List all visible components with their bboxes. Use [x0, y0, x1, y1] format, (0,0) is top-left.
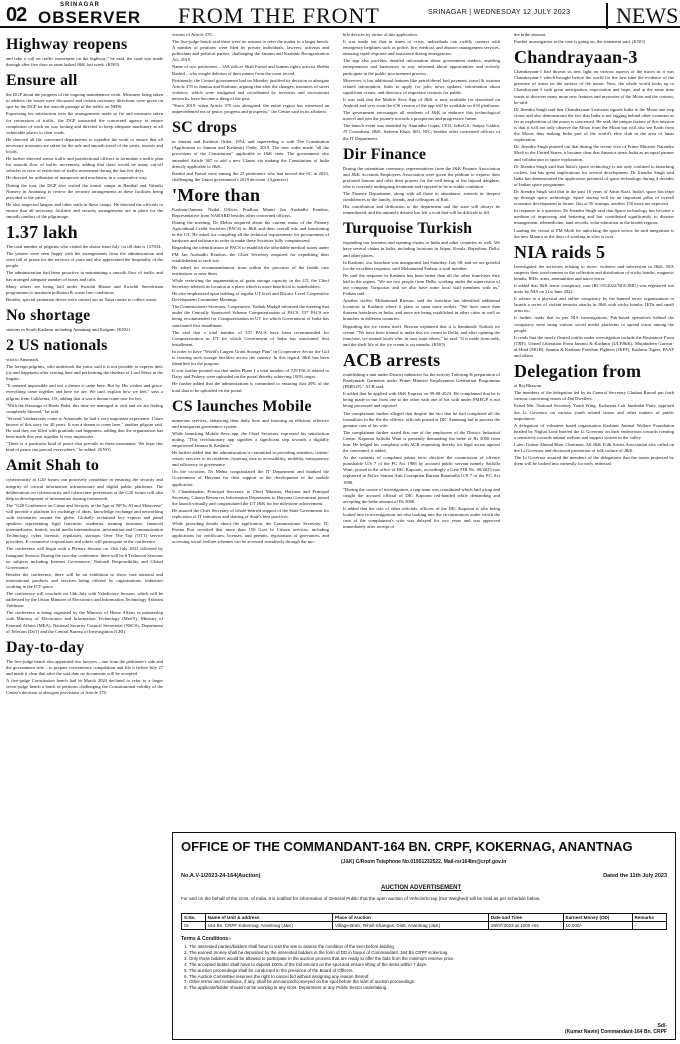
article-text: Investigated the activities relating to terror, violence and subversion in J&K, NIA suspects their involvement in the collection and distribution of sticky bombs, magnetic bombs, IEDs, arms, ammunition and narco-terror.: [514, 263, 674, 281]
article-text: A five-judge Constitution bench had in March 2020 declined to refer to a larger seven-judge bench a batch of petitions challenging the Constitutional validity of the Centre's decision to abrogate provisions of Article 370.: [6, 678, 163, 696]
article-text: In order to have "World's Largest Grain Storage Plan" in Cooperative Sector the GoI is creating such storage facilities across the country. In this regard, J&K has been identified for the purpose.: [172, 348, 329, 367]
logo-city: SRINAGAR: [60, 2, 101, 8]
term-item: 6. The Auction Committee reserves the right to cancel bid without assigning any reason thereof.: [189, 974, 675, 980]
ad-reference-number: No.A.V-1/2023-24-164(Auction): [181, 873, 261, 879]
table-cell: 10,000/-: [563, 922, 632, 930]
headline: 'More than: [172, 184, 261, 205]
terms-heading: Terms & Conditions:-: [181, 936, 232, 942]
auction-table: [181, 913, 667, 930]
term-item: 5. The auction proceedings shall be conducted in the presence of the Board of Officers.: [189, 968, 675, 974]
term-item: 1. The interested parties/bidders shall have to visit the site to assess the condition of the item before bidding.: [189, 944, 675, 950]
article-text: "Since 2019, when Article 370 was abrogated, the entire region has witnessed an unprecedented era of peace, progress and prosperity," the Centre said in its affidavit.: [172, 103, 329, 115]
article-text: He further directed senior traffic and jurisdictional officers to formulate a traffic plan for smooth flow of traffic movement, adding that there would be many cut-off vehicles in view of restriction of traffic movement during the last few days.: [6, 156, 163, 174]
article-text: The conference is being organised by the Ministry of Home Affairs in partnership with Ministry of Electronics and Information Technology (MeitY), Ministry of External Affairs (MEA), National Security Council Secretariat (NSCS), Department of Telecom (DoT) and the Central Bureau of Investigation (CBI).: [6, 610, 163, 634]
article-text: While launching Mobile Seva app, the Chief Secretary expressed his satisfaction noting, "This revolutionary app signifies a significant step towards a digitally empowered Jammu & Kashmir.": [172, 430, 329, 448]
section-title: FROM THE FRONT: [178, 3, 380, 28]
article-text: He further added that the administration is committed to ensuring that 20% of the total data to be uploaded on the portal.: [172, 381, 329, 393]
article-text: The Finance Department, along with all those in attendance, extends its deepest condolences to the family, friends, and colleagues of Rafi.: [343, 190, 500, 203]
headline: Dir Finance: [343, 145, 427, 163]
table-cell: 19/07/2023 at 1000 Hrs: [488, 922, 563, 930]
table-header-cell: Name of Unit & address: [205, 914, 332, 922]
headline: Chandrayaan-3: [514, 47, 638, 68]
column-3: [343, 32, 500, 826]
article-text: He directed all the concerned departments to expedite the work to ensure that all necessary measures are taken for the safe and smooth travel of the yatris, tourists and locals.: [6, 136, 163, 155]
dateline: SRINAGAR | WEDNESDAY 12 JULY 2023: [428, 9, 571, 16]
table-header-cell: Earnest Money (OD): [563, 914, 632, 922]
article-text: and take a call on traffic movement on the highway," he said, the road was made through after five days as rains lashed J&K last week. (KNO): [6, 56, 163, 68]
article-text: A delegation of volunteer based organisation Kashmir Animal Welfare Foundation headed by Nighat Lone briefed the Lt Governor on their endeavours towards creating a sensitivity towards animal welfare and support system in the valley.: [514, 422, 674, 440]
article-text: It reads that the newly floated outfits under investigation include the Resistance Front (TRF), United Liberation Front Jammu & Kashmir (ULFJ&K), Mujahideen Gazwat-ul-Hind (MGH), Jammu & Kashmir Freedom Fighters (JKFF), Kashmir Tigers, PAAF and others.: [514, 334, 674, 359]
terms-list: [181, 944, 675, 991]
article-text: stations in South Kashmir including Anantnag and Kulgam. (KNO): [6, 326, 130, 332]
table-cell: Village-Brah, Tehsil-Shangus, Distt. Anantnag (J&K): [333, 922, 489, 930]
headline: 1.37 lakh: [6, 222, 78, 243]
article-text: "With the blessings of Bhole Baba, this time we managed to visit and we are feeling completely blessed," he said.: [6, 402, 163, 414]
table-header-cell: Date and Time: [488, 914, 563, 922]
table-header-cell: S.No.: [182, 914, 206, 922]
article-text: Regarding the ice cream itself, Rizwan explained that it is handmade Turkish ice cream. "We have been trained to make this ice cream in Delhi, and after opening the franchise, we trained locals who, in turn, train others," he said. "It is made from milk, and the shelf life of the ice cream is six months. (KNO): [343, 323, 500, 347]
article-text: The conference will conclude on 14th July with Valedictory Session, which will be addressed by the Union Minister of Electronics and Information Technology Ashwini Vaishnaw.: [6, 591, 163, 609]
headline: 2 US nationals: [6, 337, 108, 354]
article-text: Rashid and Faesal were among the 23 petitioners who had moved the SC in 2023, challenging the Union government's 2019 decision. (Agencies): [172, 170, 329, 182]
article-text: Dr. Jitendra Singh pointed out that during the recent visit of Prime Minister Narendra Modi to the United States, it became clear that America treats India as an equal partner and collaborator in space exploration.: [514, 144, 674, 162]
article-text: "It seemed impossible and not a dream it came here. But by His wishes and grace, everything came together and here we are. We can't explain how we feel," says a pilgrim from California, US, adding that it was a dream come true for her.: [6, 383, 163, 401]
article-text: It was further pointed out that under Phase I a total number of 729 PACS related to Dairy and Fishery were uploaded on the portal thereby achieving 100% target.: [172, 368, 329, 380]
article-text: On the occasion, Dr Mehta congratulated the IT Department and thanked the Government of Haryana for their support in the development of the mobile application.: [172, 469, 329, 487]
article-text: In response to a question, Dr Jitendra Singh said that Space technology has become a medium of improving and bettering and has contributed significantly to disaster management, telemedicine, land records, solar education in the border regions.: [514, 208, 674, 226]
article-text: Besides the conference, there will be an exhibition to show case national and international products and services being offered by organisations, industries working in the ICT space.: [6, 571, 163, 589]
ad-date: Dated the 11th July 2023: [603, 873, 667, 879]
article-text: Another staffer, Mohammad Rizwan, said the franchise has identified additional locations in Kashmir where it plans to open more outlets. "We have more than thirteen franchises in India, and more are being established in other cities as well as branches in different countries.: [343, 298, 500, 322]
article-text: It was said that the Mobile Seva App of J&K is now available for download on Android and very soon the iOS version of the app will be available on iOS platforms.: [343, 96, 500, 109]
article-text: The foreign pilgrims, who undertook the yatra, said it is not possible to express their joy and happiness after visiting here and performing the darshan of Lord Shiva in the lingam.: [6, 364, 163, 382]
ad-address: (J&K) C/Room Telephone No.01951232522, Mail-rsr164bn@crpf.gov.in: [341, 859, 507, 865]
page-number: 02: [6, 4, 27, 26]
article-text: visions of Article 370.: [172, 32, 213, 37]
article-text: His contribution and dedication to the department and the state will always be remembered, and his untimely demise has left a void that will be difficult to fill.: [343, 204, 500, 216]
article-text: It relates to a physical and online conspiracy by the banned terror organizations to launch a series of violent terrorist attacks in J&K with sticky bombs, IEDs and small arms etc.: [514, 296, 674, 314]
article-text: Moreover, it has additional features like petrol/diesel fuel payment, travel & tourism related information, links to apply for jobs, news updates, information about significant events, and directory of important contacts for public.: [343, 77, 500, 95]
article-text: numerous services, enhancing their daily lives and fostering an efficient, effective and transparent governance system.: [172, 417, 329, 429]
article-text: In Kashmir, our franchise was inaugurated last Saturday, July 08, and we are grateful for the excellent response, said Mohammad Farhan, a staff member.: [343, 259, 500, 271]
headline: No shortage: [6, 306, 91, 324]
article-text: He also emphasized upon holding of regular UT level and District Level Cooperative Development Committee Meetings.: [172, 291, 329, 303]
headline: SC drops: [172, 119, 237, 137]
column-1: [6, 32, 163, 1038]
article-text: The "G20 Conference on Crime and Security in the Age of NFTs, AI and Metaverse" will provide a platform for exchange of ideas, knowledge exchange and networking with visionaries around the globe. Globally acclaimed key experts and panel speakers representing legal fraternity, academia, training institutes, financial intermediaries, fintech, social media intermediaries, information and Communication Technology, cyber forensic, regulators, startups, Over The Top (OTT) service providers, E-commerce corporations and others will participate in the conference.: [6, 502, 163, 545]
newspaper-logo: [38, 2, 141, 28]
column-2: [172, 32, 329, 826]
article-text: It further reads that in pre NIA investigations, Pak-based operatives behind the conspiracy were using various social media platforms to spread terror among the people.: [514, 315, 674, 333]
article-text: Lauding the vision of PM Modi for unlocking the space sector, he said integration is the new Mantra as the days of working in silos is over.: [514, 227, 674, 239]
headline: Turquoise Turkish: [343, 220, 473, 238]
headline: Highway reopens: [6, 36, 128, 53]
article-text: the DGP about the progress of the ongoing maintenance work. Measures being taken to address the issues were discussed and certain necessary directions were given on spot by the DGP for the smooth passage of the traffic on NHW.: [6, 92, 163, 110]
article-text: During the tour, the DGP also visited the transit camps in Banihal and Valmiki Nursery in Anantnag to review the security arrangements at these facilities being provided to the yatris.: [6, 182, 163, 200]
article-text: The said that a total number of 537 PACS have been recommended for Computerization in UT for which Government of India has sanctioned first installment.: [172, 329, 329, 347]
article-text: "During the course of investigation, a trap team was constituted which laid a trap and caught the accused official of DIC Kapoom red-handed while demanding and accepting the bribe amount of Rs 5000.: [343, 486, 500, 504]
article-text: The members of the delegation led by its General Secretary Ghulam Rasool put forth various concerning issues of Dal Dwellers.: [514, 390, 674, 402]
article-text: It added that J&K terror conspiracy case (RC-05/2022/NIA/JMU) was registered suo moto by NIA on 21st June 2022.: [514, 283, 674, 295]
term-item: 7. Other terms and conditions, if any, shall be announced/conveyed on the spot before the start of auction proceedings.: [189, 979, 675, 985]
article-text: While providing details about the application, the Commissioner Secretary, IT, Prerna Puri revealed that more than 150 Govt to Citizen services, including applications for certificates, licenses, and permits, registration of grievances, and accessing social welfare schemes can be accessed seamlessly through the mo-: [172, 521, 329, 545]
signature-block: [565, 1023, 667, 1035]
table-cell: 164 Bn. CRPF Kokernag, Anantnag (J&K): [205, 922, 332, 930]
headline: Day-to-day: [6, 638, 85, 656]
article-text: He further added that the administration is committed to providing seamless, citizen-centric services to its residents, fostering ease in accessibility, mobility, transparency and efficiency in governance.: [172, 450, 329, 468]
article-text: Faisal Mir, National Secretary Youth Wing, Kothayna Lok Janshakti Party, apprised the Lt Governor on various youth related issues and other matters of public importance.: [514, 403, 674, 421]
logo-name: OBSERVER: [38, 8, 142, 27]
headline: CS launches Mobile: [172, 397, 312, 415]
term-item: 3. Only those bidders would be allowed to participate in the auction process that are ready to offer the bids from the minimum reserve price.: [189, 956, 675, 962]
article-text: He asked for recommendations from within the precincts of the health care institutions or near them.: [172, 264, 329, 276]
article-text: Further investigation in the case is going on, the statement said. (KNO): [514, 39, 646, 45]
article-text: The five-judge bench also appointed two lawyers – one from the petitioner's side and the government side – to prepare convenience compilation and file it before July 27 and made it clear that after the said date no documents will be accepted.: [6, 658, 163, 676]
section-tag: NEWS: [606, 3, 678, 29]
article-text: The yatrees were seen happy with the arrangements from the administration and were full of praise for the services of yatra and also appreciated the hospitality of the people.: [6, 251, 163, 269]
article-text: While reviewing the augmentation of grain storage capacity in the UT, the Chief Secretary advised its location at a place which is more beneficial to stakeholders.: [172, 277, 329, 289]
signatory: (Kumar Navin) Commandant-164 Bn. CRPF: [565, 1029, 667, 1035]
article-text: establishing a unit under District industries for the activity Tailoring & preparation of Readymade Garments under Prime Minister Employment Generation Programme (PMEGP)," ACB said.: [343, 371, 500, 390]
article-text: Kashmir/Jammu, Nodal Officer, Pradhan Mantri Jan Aushadhi Kendras, Representative from NABARD besides other concerned officers.: [172, 206, 329, 218]
article-text: During the orientation ceremony, representatives from the J&K Finance Association and J&K Accounts Employees Association were given the podium to express their profound honour and offer their prayers for the well-being of the injured daughter, who is currently undergoing treatment and reported to be in stable condition.: [343, 165, 500, 189]
headline: Delegation from: [514, 361, 642, 382]
article-text: "There is a particular kind of peace that prevails in these mountains. We hope this kind of peace can prevail everywhere," he added. (KNO): [6, 441, 163, 453]
article-text: the bribe amount.: [514, 32, 547, 37]
headline: NIA raids 5: [514, 241, 606, 262]
article-text: Later, Gulzar Ahmad Bhat, Chairman, All J&K Folk Artists Association also called on the Lt Governor and discussed promotion of folk culture of J&K.: [514, 441, 674, 454]
table-cell: -: [632, 922, 667, 930]
article-text: The administration had been proactive in maintaining a smooth flow of traffic and has arranged adequate number of buses and cabs.: [6, 270, 163, 282]
article-text: bile devices by virtue of this application.: [343, 32, 418, 37]
column-4: [514, 32, 674, 826]
article-text: "Several Vaishnavaits come to Amarnath; he had a very important experience. I have known of this story for 40 years. It was a dream to come here," another pilgrim said. He said they are filled with gratitude and happiness, adding that the organisation has been made this year together is very impressive.: [6, 415, 163, 440]
article-text: During the meeting, Dr Mehta enquired about the current status of the Primary Agricultural Credit Societies (PACS) in J&K and their overall role and functioning in the UT. He asked for compiling all the technical requirements for procurement of hardware and software in order to make these Societies fully computerized.: [172, 220, 329, 244]
article-text: visit to Amarnath.: [6, 357, 40, 362]
article-text: Regarding the identification of PACS to establish the affordable medical stores under PM Jan Aushadhi Kendras, the Chief Secretary enquired for expediting their establishment at each site.: [172, 245, 329, 263]
article-text: Many others are being laid under Swachh Bharat and Swachh Survekshan programmes to maintain pollution & waste free conditions.: [6, 283, 163, 295]
headline: Amit Shah to: [6, 457, 100, 475]
article-text: He said the response in Kashmir has been better than all the other franchises they had in the region. "We are two people from Delhi, working under the supervision of our company Turquoise, and we also have some local staff members with us," Farhan said.: [343, 272, 500, 297]
headline: Ensure all: [6, 72, 78, 90]
article-text: He directed for utilization of manpower and machinery in a cooperative way.: [6, 175, 148, 181]
article-text: He assured the Chief Secretary of whole-hearted support of the State Government for replication of IT initiatives and sharing of State's best practices.: [172, 507, 329, 519]
article-text: cybersecurity at G20 forum can positively contribute in ensuring the security and integrity of critical information infrastructure and digital public platforms. The deliberations on cybersecurity and cybercrime prevention at the G20 forum will also help in development of information sharing framework.: [6, 477, 163, 501]
article-text: The government encourages all residents of J&K to embrace this technological marvel and join the journey towards a prosperous and progressive future.: [343, 110, 500, 122]
table-header-cell: Remarks: [632, 914, 667, 922]
term-item: 4. The accepted bidder shall have to deposit 100% of the bid amount on the spot and ensure lifting of the items within 7 days.: [189, 962, 675, 968]
article-text: Dr Jitendra Singh said that Chandrayaan-3 mission signals India to the Moon one step closer and also demonstrates the fact that India is not lagging behind other countries as far as exploration of the moon is concerned. He said, the unique feature of this mission is that it will not only observe the Moon from the Moon but will also see Earth from the Moon, thus making India part of the world's elite club in the area of lunar exploration.: [514, 106, 674, 143]
article-text: Dr Jitendra Singh said that India's space technology is not only confined to launching rockets, but has great implications for several development. Dr Jitendra Singh said India has demonstrated the application potential of space technology during 4 decades of Indian space programme.: [514, 163, 674, 187]
table-header-cell: Place of Auction: [333, 914, 489, 922]
article-text: expanding our business and opening chains in India and other countries as well. We have several chains in India, including locations in Jaipur, Kerala, Rajasthan, Delhi, and other places.: [343, 240, 500, 258]
article-text: Dr Jitendra Singh said that in the past 10 years of Amrit Kaal, India's space has leapt up through space technology. Space startup will be an important pillar of overall economic development in future. Out of 56 startups, another 150 more are expected.: [514, 188, 674, 207]
article-text: V. Chandrasekar, Principal Secretary to Chief Minister, Haryana and Principal Secretary, Citizen Resources Information Department to Haryana Government joined the launch virtually and congratulated the UT J&K for the milestone achievement.: [172, 488, 329, 506]
article-text: Name of two petitioners – IAS officer Shah Faesal and human rights activist Shehla Rashid – who sought deletion of their names from the court record.: [172, 64, 329, 76]
article-text: He also inspected langars and other stalls in these camps. He directed the officials to ensure that all necessary facilities and security arrangements are in place for the smooth conduct of the pilgrimage.: [6, 201, 163, 219]
ad-heading: AUCTION ADVERTISEMENT: [381, 885, 462, 891]
article-text: The complainant further alleged that despite the fact that he had completed all the formalities in the file the officers, officials posted at DIC Anantnag fail to process the genuine case of his wife.: [343, 410, 500, 428]
article-text: The total number of pilgrims who visited the shrine from July 1st till date is 137834.: [6, 244, 162, 250]
table-cell: 01: [182, 922, 206, 930]
article-text: The app also provides detailed information about government tenders, enabling entrepreneurs and businesses to stay informed about opportunities and actively participate in the public procurement process.: [343, 58, 500, 76]
article-text: The Lt Governor assured the members of the delegations that the issues projected by them will be looked into earnestly for early redressal.: [514, 455, 674, 467]
article-text: The launch event was attended by Anuradha Gupta, CEO, JaKeGA; Sanjay Gahlot, JT Consultant, J&K; Sadeem Khan, SIO, NIC; besides other concerned officers of the IT Department.: [343, 123, 500, 141]
table-header-row: [182, 914, 667, 922]
headline: ACB arrests: [343, 349, 441, 370]
article-text: Besides, special sanitation drives were carried out on Yatra routes to collect waste.: [6, 296, 158, 302]
article-text: It was made out that in times of crisis, individuals can swiftly connect with emergency helplines such as police, fire, medical, and disaster management services, ensuring rapid response and assistance during emergencies.: [343, 39, 500, 57]
ad-title: OFFICE OF THE COMMANDANT-164 BN. CRPF, KOKERNAG, ANANTNAG: [181, 839, 633, 854]
table-body: [182, 922, 667, 930]
article-text: in Jammu and Kashmir Order, 1954, and superseding it with The Constitution (Application to Jammu and Kashmir) Order, 2019. The new order made "all the provisions of the Constitution" applicable to J&K state. The government also amended Article 367 to add a new Clause via making the Constitution of India directly applicable to J&K.: [172, 139, 329, 169]
article-text: Pertinently, the Central government had on Monday justified its decision to abrogate Article 370 in Jammu and Kashmir, arguing that after the changes, instances of street violence, which were instigated and coordinated by terrorists and secessionist networks, have become a thing of the past.: [172, 77, 329, 101]
article-text: The Commissioner Secretary, Cooperative, Yashak Mudgil informed the meeting that under the Centrally Sponsored Scheme Computerization of PACS, 537 PACS are being recommended for Computerisation in UT for which Government of India has sanctioned first installment.: [172, 304, 329, 328]
article-text: The five-judge bench said there were no reasons to refer the matter to a larger bench. A number of petitions were filed by private individuals, lawyers, activists and politicians and political parties, challenging the Jammu and Kashmir Reorganisation Act, 2019.: [172, 39, 329, 63]
ad-intro: For and on the behalf of the Govt. of India, it is notified for information of General Public that the open auction of Vehicle/Scrap (Not Weighed) will be held as per schedule below.: [181, 896, 541, 901]
signature-mark: Sd/-: [657, 1023, 667, 1029]
auction-advertisement: [172, 832, 676, 1040]
article-text: It added that the role of other officials, officers of the DIC Kapoom is also being looked into in investigations are also looking into the circumstances under which the case of the complainant's wife was delayed for two years and was approved immediately after receipt of: [343, 505, 500, 530]
article-text: Chandrayaan-1 had thrown us new light on various aspects of the moon as it was Chandrayaan-1 which brought before the world for the first time the evidence of the presence of water on the surface of the moon. Now, the whole world looks up to Chandrayaan-3 with great anticipation, expectation and hope, and at the same time wants to discover many more new features and mysteries of the Moon and the cosmos, he said.: [514, 69, 674, 105]
table-row: [182, 922, 667, 930]
term-item: 2. The earnest money shall be deposited by the interested bidders in the form of DD in favour of Commandant, 164 Bn CRPF Kokernag.: [189, 950, 675, 956]
article-text: The complainant further stated that one of the employees of the District Industrial Centre, Kapoom Saifulla Wani is presently demanding the bribe of Rs 5000 from him. He lodged his complaint with ACB requesting thereby for legal action against the concerned, it added.: [343, 429, 500, 454]
article-text: As the contents of complaint prima facie disclose the commission of offence punishable U/S 7 of the PC Act 1988 by accused public servant namely Saifulla Wani, posted in the office of DIC Kapoom, accordingly a Case FIR No. 08/2023 was registered at Police Station Anti Corruption Bureau Baramulla U/S 7 of the P.C Act 1988.: [343, 455, 500, 485]
term-item: 8. The applicant/bidder should not be working in any Govt. Department or any Public Sector undertaking.: [189, 985, 675, 991]
article-text: at Raj Bhawan.: [514, 383, 543, 389]
article-text: It added that he applied with J&K Express on 09-08-2023. He complained that he is being made to run from one to the other with one of his with under PMEGP is not being processed and reported.: [343, 391, 500, 409]
article-text: The conference will begin with a Plenary Session on 13th July 2023 followed by Inaugural Session. During the two-day conference, there will be 6 Technical Sessions on subjects including Internet Governance, National Responsibility and Global Governance.: [6, 546, 163, 570]
masthead: [0, 0, 680, 28]
article-text: Expressing his satisfaction over the arrangements made so far and measures taken for restoration of traffic, the DGP instructed the concerned agency to ensure completion of work on war footing and directed to keep adequate machinery at all vulnerable places to clear roads.: [6, 111, 163, 135]
